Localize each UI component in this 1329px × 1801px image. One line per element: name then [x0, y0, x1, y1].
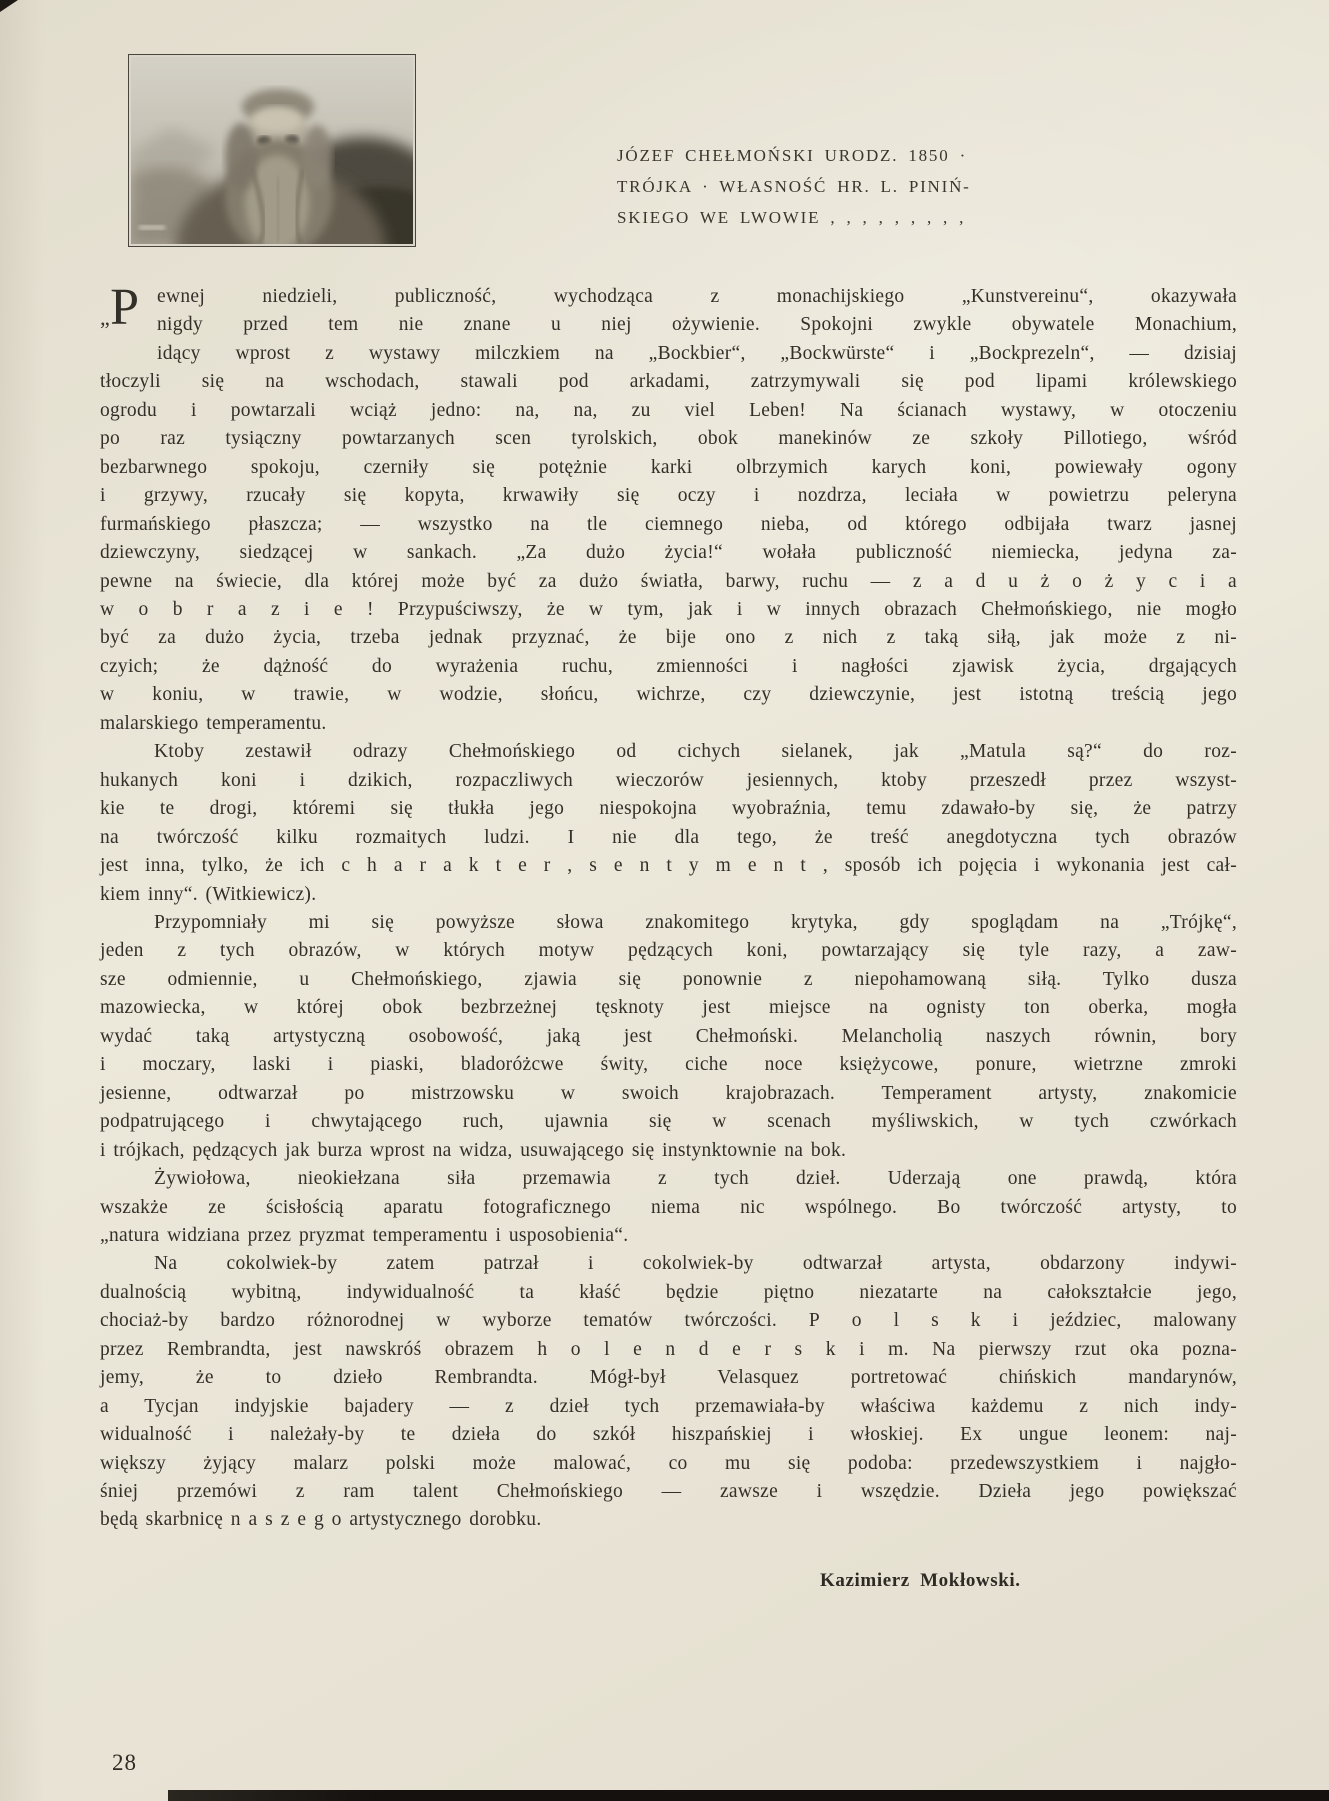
- text-line: po raz tysiączny powtarzanych scen tyrolskich, obok manekinów ze szkoły Pillotiego, wśród: [100, 428, 1237, 450]
- text-line: jesienne, odtwarzał po mistrzowsku w swoich krajobrazach. Temperament artysty, znakomicie: [100, 1082, 1237, 1104]
- text-line: ogrodu i powtarzali wciąż jedno: na, na, zu viel Leben! Na ścianach wystawy, w otoczeniu: [100, 399, 1237, 421]
- page-number: 28: [112, 1750, 137, 1775]
- text-line: większy żyjący malarz polski może malować, co mu się podoba: przedewszystkiem i najgło-: [100, 1452, 1237, 1474]
- text-line: w koniu, w trawie, w wodzie, słońcu, wichrze, czy dziewczynie, jest istotną treścią jego: [100, 684, 1237, 706]
- text-line: furmańskiego płaszcza; — wszystko na tle ciemnego nieba, od którego odbijała twarz jasnej: [100, 513, 1237, 535]
- author-signature: Kazimierz Mokłowski.: [820, 1570, 1021, 1591]
- text-line: Przypomniały mi się powyższe słowa znakomitego krytyka, gdy spoglądam na „Trójkę“,: [154, 911, 1237, 933]
- text-line: jeden z tych obrazów, w których motyw pędzących koni, powtarzający się tyle razy, a zaw-: [100, 940, 1237, 962]
- drop-cap-quote: „: [100, 305, 111, 330]
- text-line: kiem inny“. (Witkiewicz).: [100, 883, 317, 905]
- scan-bottom-edge: [168, 1790, 1329, 1801]
- caption-line: SKIEGO WE LWOWIE , , , , , , , , ,: [617, 208, 966, 227]
- text-line: i grzywy, rzucały się kopyta, krwawiły się oczy i nozdrza, leciała w powietrzu peleryna: [100, 485, 1237, 507]
- text-line: mazowiecka, w której obok bezbrzeżnej tęsknoty jest miejsce na ognisty ton oberka, mogła: [100, 997, 1237, 1019]
- caption-line: JÓZEF CHEŁMOŃSKI URODZ. 1850 ·: [617, 146, 968, 165]
- caption-line: TRÓJKA · WŁASNOŚĆ HR. L. PINIŃ-: [617, 177, 971, 196]
- paragraph: [100, 1250, 1237, 1535]
- text-line: bezbarwnego spokoju, czerniły się potężnie karki olbrzymich karych koni, powiewały ogony: [100, 456, 1237, 478]
- text-line: dziewczyny, siedzącej w sankach. „Za dużo życia!“ wołała publiczność niemiecka, jedyna za-: [100, 542, 1237, 564]
- drop-cap: [100, 279, 152, 340]
- text-line: dualnością wybitną, indywidualność ta kłaść będzie piętno niezatarte na całokształcie jego,: [100, 1281, 1237, 1303]
- text-line: hukanych koni i dzikich, rozpaczliwych wieczorów jesiennych, ktoby przeszedł przez wszyst-: [100, 769, 1237, 791]
- text-line: będą skarbnicę n a s z e g o artystycznego dorobku.: [100, 1509, 542, 1531]
- paragraph: [100, 1165, 1237, 1250]
- article-body: [100, 279, 1237, 1535]
- text-line: jemy, że to dzieło Rembrandta. Mógł-był Velasquez portretować chińskich mandarynów,: [100, 1367, 1237, 1389]
- text-line: Żywiołowa, nieokiełzana siła przemawia z tych dzieł. Uderzają one prawdą, która: [154, 1168, 1237, 1190]
- text-line: przez Rembrandta, jest nawskróś obrazem h o l e n d e r s k i m. Na pierwszy rzut oka pozna-: [100, 1338, 1237, 1360]
- text-line: malarskiego temperamentu.: [100, 712, 327, 734]
- text-line: i trójkach, pędzących jak burza wprost na widza, usuwającego się instynktownie na bok.: [100, 1139, 847, 1161]
- text-line: wszakże ze ścisłością aparatu fotograficznego niema nic wspólnego. Bo twórczość artysty, to: [100, 1196, 1237, 1218]
- text-line: w o b r a z i e ! Przypuściwszy, że w tym, jak i w innych obrazach Chełmońskiego, nie mogło: [100, 598, 1237, 620]
- portrait-caption: [617, 140, 1057, 233]
- text-line: idący wprost z wystawy milczkiem na „Bockbier“, „Bockwürste“ i „Bockprezeln“, — dzisiaj: [157, 342, 1237, 364]
- text-line: nigdy przed tem nie znane u niej ożywienie. Spokojni zwykle obywatele Monachium,: [157, 314, 1237, 336]
- text-line: „natura widziana przez pryzmat temperamentu i usposobienia“.: [100, 1224, 629, 1246]
- text-line: chociaż-by bardzo różnorodnej w wyborze tematów twórczości. P o l s k i jeździec, malowany: [100, 1310, 1237, 1332]
- text-line: pewne na świecie, dla której może być za dużo światła, barwy, ruchu — z a d u ż o ż y c i a: [100, 570, 1237, 592]
- text-line: tłoczyli się na wschodach, stawali pod arkadami, zatrzymywali się pod lipami królewskiego: [100, 371, 1237, 393]
- text-line: śniej przemówi z ram talent Chełmońskiego — zawsze i wszędzie. Dzieła jego powiększać: [100, 1481, 1237, 1503]
- text-line: i moczary, laski i piaski, bladoróżcwe świty, ciche noce księżycowe, ponure, wietrzne zmroki: [100, 1054, 1237, 1076]
- text-line: sze odmiennie, u Chełmońskiego, zjawia się ponownie z niepohamowaną siłą. Tylko dusza: [100, 968, 1237, 990]
- paragraph: [100, 909, 1237, 1165]
- drop-cap-letter: P: [110, 279, 139, 336]
- text-line: być za dużo życia, trzeba jednak przyznać, że bije ono z nich z taką siłą, jak może z ni-: [100, 627, 1237, 649]
- text-line: ewnej niedzieli, publiczność, wychodząca z monachijskiego „Kunstvereinu“, okazywała: [157, 286, 1237, 307]
- text-line: czyich; że dążność do wyrażenia ruchu, zmienności i nagłości zjawisk życia, drgających: [100, 655, 1237, 677]
- scan-corner-artifact: [0, 0, 18, 12]
- text-line: Ktoby zestawił odrazy Chełmońskiego od cichych sielanek, jak „Matula są?“ do roz-: [154, 741, 1237, 763]
- text-line: jest inna, tylko, że ich c h a r a k t e r , s e n t y m e n t , sposób ich pojęcia i wykonania jest cał-: [100, 855, 1237, 877]
- paragraph: [100, 279, 1237, 738]
- text-line: kie te drogi, któremi się tłukła jego niespokojna wyobraźnia, temu zdawało-by się, że patrzy: [100, 798, 1237, 820]
- portrait-frame: [128, 54, 416, 247]
- text-line: wydać taką artystyczną osobowość, jaką jest Chełmoński. Melancholią naszych równin, bory: [100, 1025, 1237, 1047]
- text-line: widualność i należały-by te dzieła do szkół hiszpańskiej i włoskiej. Ex ungue leonem: naj-: [100, 1424, 1237, 1446]
- portrait-image: [131, 57, 413, 244]
- text-line: Na cokolwiek-by zatem patrzał i cokolwiek-by odtwarzał artysta, obdarzony indywi-: [154, 1253, 1237, 1275]
- text-line: na twórczość kilku rozmaitych ludzi. I nie dla tego, że treść anegdotyczna tych obrazów: [100, 826, 1237, 848]
- text-line: a Tycjan indyjskie bajadery — z dzieł tych przemawiała-by właściwa każdemu z nich indy-: [100, 1395, 1237, 1417]
- text-line: podpatrującego i chwytającego ruch, ujawnia się w scenach myśliwskich, w tych czwórkach: [100, 1111, 1237, 1133]
- paragraph: [100, 738, 1237, 909]
